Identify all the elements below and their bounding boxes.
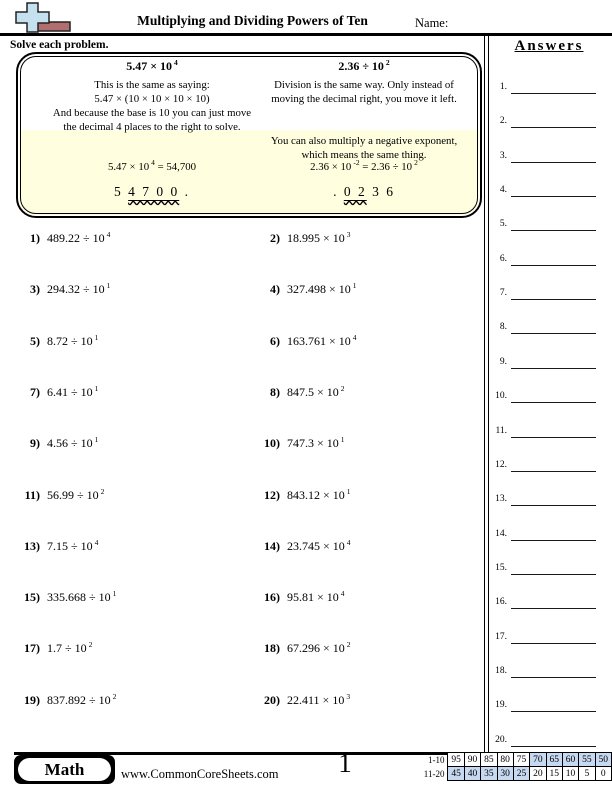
page-title: Multiplying and Dividing Powers of Ten xyxy=(137,13,368,28)
answer-item xyxy=(490,628,609,644)
problem-number: 19) xyxy=(24,692,40,707)
problem-item xyxy=(256,334,488,349)
problem-item xyxy=(16,282,248,297)
score-table-row xyxy=(419,753,612,767)
answer-number: 5. xyxy=(499,219,507,230)
problem-item xyxy=(256,539,488,554)
answer-blank-line xyxy=(511,319,596,334)
problem-expression: 56.99 ÷ 10 $^2$ xyxy=(47,486,105,502)
answer-item xyxy=(490,422,609,438)
problem-number: 2) xyxy=(270,231,280,245)
answer-number: 14. xyxy=(495,528,507,539)
answer-number: 7. xyxy=(499,288,507,299)
problem-item xyxy=(16,436,248,451)
answer-blank-line xyxy=(511,182,596,197)
score-cell: 85 xyxy=(481,753,497,767)
answer-number: 18. xyxy=(495,665,507,676)
answer-item xyxy=(490,559,609,575)
website-text: www.CommonCoreSheets.com xyxy=(121,767,279,781)
score-table-row xyxy=(419,767,612,781)
problem-number: 14) xyxy=(264,538,280,553)
example-left-line: This is the same as saying: xyxy=(94,79,210,91)
problem-number: 4) xyxy=(270,282,280,297)
answer-number: 20. xyxy=(495,734,507,745)
subject-badge xyxy=(14,755,115,784)
header-rule xyxy=(0,33,612,36)
answer-item xyxy=(490,215,609,231)
answer-blank-line xyxy=(511,457,596,472)
problem-number: 16) xyxy=(264,590,280,605)
answer-item xyxy=(490,731,609,747)
answer-item xyxy=(490,387,609,403)
answer-number: 17. xyxy=(495,631,507,642)
problem-expression: 22.411 × 10 $^3$ xyxy=(287,691,351,707)
answer-blank-line xyxy=(511,148,596,163)
answer-item xyxy=(490,456,609,472)
answer-item xyxy=(490,284,609,300)
digits-wavy-underline: 0 2 xyxy=(343,184,367,199)
problem-expression: 843.12 × 10 $^1$ xyxy=(287,486,351,502)
problem-expression: 163.761 × 10 $^4$ xyxy=(287,332,357,348)
problem-number: 10) xyxy=(264,436,280,451)
example-left-equation: 5.47 × 10 $^4$ = 54,700 xyxy=(107,158,197,173)
answer-number: 3. xyxy=(499,150,507,161)
answer-blank-line xyxy=(511,526,596,541)
score-cell: 5 xyxy=(579,767,595,781)
example-right-line: Division is the same way. Only instead of xyxy=(274,79,454,91)
problem-expression: 1.7 ÷ 10 $^2$ xyxy=(47,640,93,656)
answer-number: 4. xyxy=(499,185,507,196)
example-left-heading: 5.47 × 10 $^4$ xyxy=(126,58,178,73)
answer-number: 13. xyxy=(495,494,507,505)
answer-blank-line xyxy=(511,216,596,231)
example-left-column xyxy=(28,54,276,216)
answer-blank-line xyxy=(511,663,596,678)
example-right-line: moving the decimal right, you move it left. xyxy=(271,93,457,105)
score-cell: 10 xyxy=(562,767,578,781)
example-left-digits xyxy=(28,185,276,198)
example-right-note: which means the same thing. xyxy=(301,149,427,161)
score-cell: 80 xyxy=(497,753,513,767)
answer-item xyxy=(490,318,609,334)
problem-item xyxy=(16,641,248,656)
score-cell: 25 xyxy=(513,767,529,781)
answer-blank-line xyxy=(511,251,596,266)
answer-item xyxy=(490,696,609,712)
answer-item xyxy=(490,490,609,506)
answer-number: 2. xyxy=(499,116,507,127)
answer-number: 8. xyxy=(499,322,507,333)
score-cell: 0 xyxy=(595,767,611,781)
score-table xyxy=(419,752,612,781)
score-cell: 30 xyxy=(497,767,513,781)
example-right-equation: 2.36 × 10 $^{-2}$ = 2.36 ÷ 10 $^2$ xyxy=(310,158,418,173)
answer-blank-line xyxy=(511,594,596,609)
digits-pre: 5 xyxy=(114,184,129,199)
answer-number: 15. xyxy=(495,562,507,573)
problem-expression: 18.995 × 10 $^3$ xyxy=(287,230,351,245)
score-range-label: 1-10 xyxy=(427,754,445,765)
answer-blank-line xyxy=(511,285,596,300)
example-right-digits xyxy=(256,185,472,198)
score-cell: 75 xyxy=(513,753,529,767)
answer-item xyxy=(490,525,609,541)
problem-number: 7) xyxy=(30,384,40,399)
score-range-label: 11-20 xyxy=(423,768,445,779)
problem-number: 15) xyxy=(24,590,40,605)
score-cell: 40 xyxy=(464,767,480,781)
problem-item xyxy=(256,693,488,708)
score-cell: 95 xyxy=(448,753,464,767)
answer-blank-line xyxy=(511,491,596,506)
problem-number: 5) xyxy=(30,333,40,348)
problem-number: 8) xyxy=(270,384,280,399)
answer-blank-line xyxy=(511,113,596,128)
problem-number: 1) xyxy=(30,231,40,245)
problem-expression: 294.32 ÷ 10 $^1$ xyxy=(47,281,111,297)
answer-number: 16. xyxy=(495,597,507,608)
digits-wavy-underline: 4 7 0 0 xyxy=(128,184,180,199)
problem-expression: 847.5 × 10 $^2$ xyxy=(287,383,345,399)
answer-number: 19. xyxy=(495,700,507,711)
answer-number: 12. xyxy=(495,459,507,470)
score-cell: 55 xyxy=(579,753,595,767)
score-cell: 20 xyxy=(530,767,546,781)
problem-expression: 6.41 ÷ 10 $^1$ xyxy=(47,383,99,399)
answer-blank-line xyxy=(511,79,596,94)
problem-number: 6) xyxy=(270,333,280,348)
score-cell: 35 xyxy=(481,767,497,781)
problem-expression: 335.668 ÷ 10 $^1$ xyxy=(47,589,117,605)
answer-number: 6. xyxy=(499,253,507,264)
example-box xyxy=(16,52,482,218)
problem-expression: 8.72 ÷ 10 $^1$ xyxy=(47,332,99,348)
problem-item xyxy=(16,488,248,503)
problem-item xyxy=(16,231,248,246)
example-left-line: the decimal 4 places to the right to solve. xyxy=(63,121,241,133)
name-label: Name: xyxy=(415,16,449,30)
problem-item xyxy=(256,641,488,656)
problem-item xyxy=(256,436,488,451)
problem-expression: 4.56 ÷ 10 $^1$ xyxy=(47,435,99,451)
answer-number: 1. xyxy=(499,82,507,92)
problem-item xyxy=(256,282,488,297)
example-right-note: You can also multiply a negative exponent, xyxy=(270,135,458,147)
problem-item xyxy=(16,693,248,708)
problem-number: 3) xyxy=(30,282,40,297)
problem-expression: 327.498 × 10 $^1$ xyxy=(287,281,357,297)
answer-item xyxy=(490,112,609,128)
answer-blank-line xyxy=(511,388,596,403)
problem-expression: 7.15 ÷ 10 $^4$ xyxy=(47,537,99,553)
score-cell: 45 xyxy=(448,767,464,781)
problem-number: 18) xyxy=(264,641,280,656)
section-instruction: Solve each problem. xyxy=(10,39,109,51)
example-left-line: And because the base is 10 you can just move xyxy=(52,107,252,119)
score-cell: 65 xyxy=(546,753,562,767)
answer-item xyxy=(490,147,609,163)
example-left-line: 5.47 × (10 × 10 × 10 × 10) xyxy=(94,93,210,105)
problem-item xyxy=(16,590,248,605)
problem-item xyxy=(16,539,248,554)
page-number: 1 xyxy=(338,748,352,778)
problem-number: 13) xyxy=(24,538,40,553)
problem-number: 20) xyxy=(264,692,280,707)
problem-item xyxy=(256,590,488,605)
answer-item xyxy=(490,78,609,94)
score-cell: 60 xyxy=(562,753,578,767)
problem-number: 9) xyxy=(30,436,40,451)
example-right-column xyxy=(256,54,472,216)
answer-blank-line xyxy=(511,423,596,438)
score-cell: 50 xyxy=(595,753,611,767)
answer-number: 9. xyxy=(499,356,507,367)
answer-item xyxy=(490,250,609,266)
score-cell: 70 xyxy=(530,753,546,767)
answer-number: 10. xyxy=(495,391,507,402)
answer-number: 11. xyxy=(495,425,507,436)
digits-post: . xyxy=(179,184,190,199)
answer-item xyxy=(490,593,609,609)
problem-item xyxy=(256,231,488,246)
problem-number: 11) xyxy=(24,487,40,502)
answer-item xyxy=(490,662,609,678)
problem-expression: 837.892 ÷ 10 $^2$ xyxy=(47,691,117,707)
problem-item xyxy=(16,385,248,400)
digits-post: 3 6 xyxy=(366,184,395,199)
problem-expression: 67.296 × 10 $^2$ xyxy=(287,640,351,656)
answer-blank-line xyxy=(511,629,596,644)
problem-item xyxy=(256,385,488,400)
problem-item xyxy=(256,488,488,503)
problem-expression: 23.745 × 10 $^4$ xyxy=(287,537,351,553)
score-table-body xyxy=(419,753,612,781)
problem-expression: 95.81 × 10 $^4$ xyxy=(287,589,345,605)
problem-expression: 747.3 × 10 $^1$ xyxy=(287,435,345,451)
answer-item xyxy=(490,181,609,197)
answer-blank-line xyxy=(511,732,596,747)
problem-expression: 489.22 ÷ 10 $^4$ xyxy=(47,230,111,245)
score-cell: 90 xyxy=(464,753,480,767)
subject-badge-label: Math xyxy=(18,758,111,781)
answer-blank-line xyxy=(511,560,596,575)
answer-blank-line xyxy=(511,697,596,712)
answers-title: Answers xyxy=(514,38,584,54)
problem-number: 17) xyxy=(24,641,40,656)
digits-pre: . xyxy=(333,184,344,199)
answer-item xyxy=(490,353,609,369)
problem-number: 12) xyxy=(264,487,280,502)
example-right-heading: 2.36 ÷ 10 $^2$ xyxy=(338,58,390,73)
score-cell: 15 xyxy=(546,767,562,781)
answer-blank-line xyxy=(511,354,596,369)
problem-item xyxy=(16,334,248,349)
